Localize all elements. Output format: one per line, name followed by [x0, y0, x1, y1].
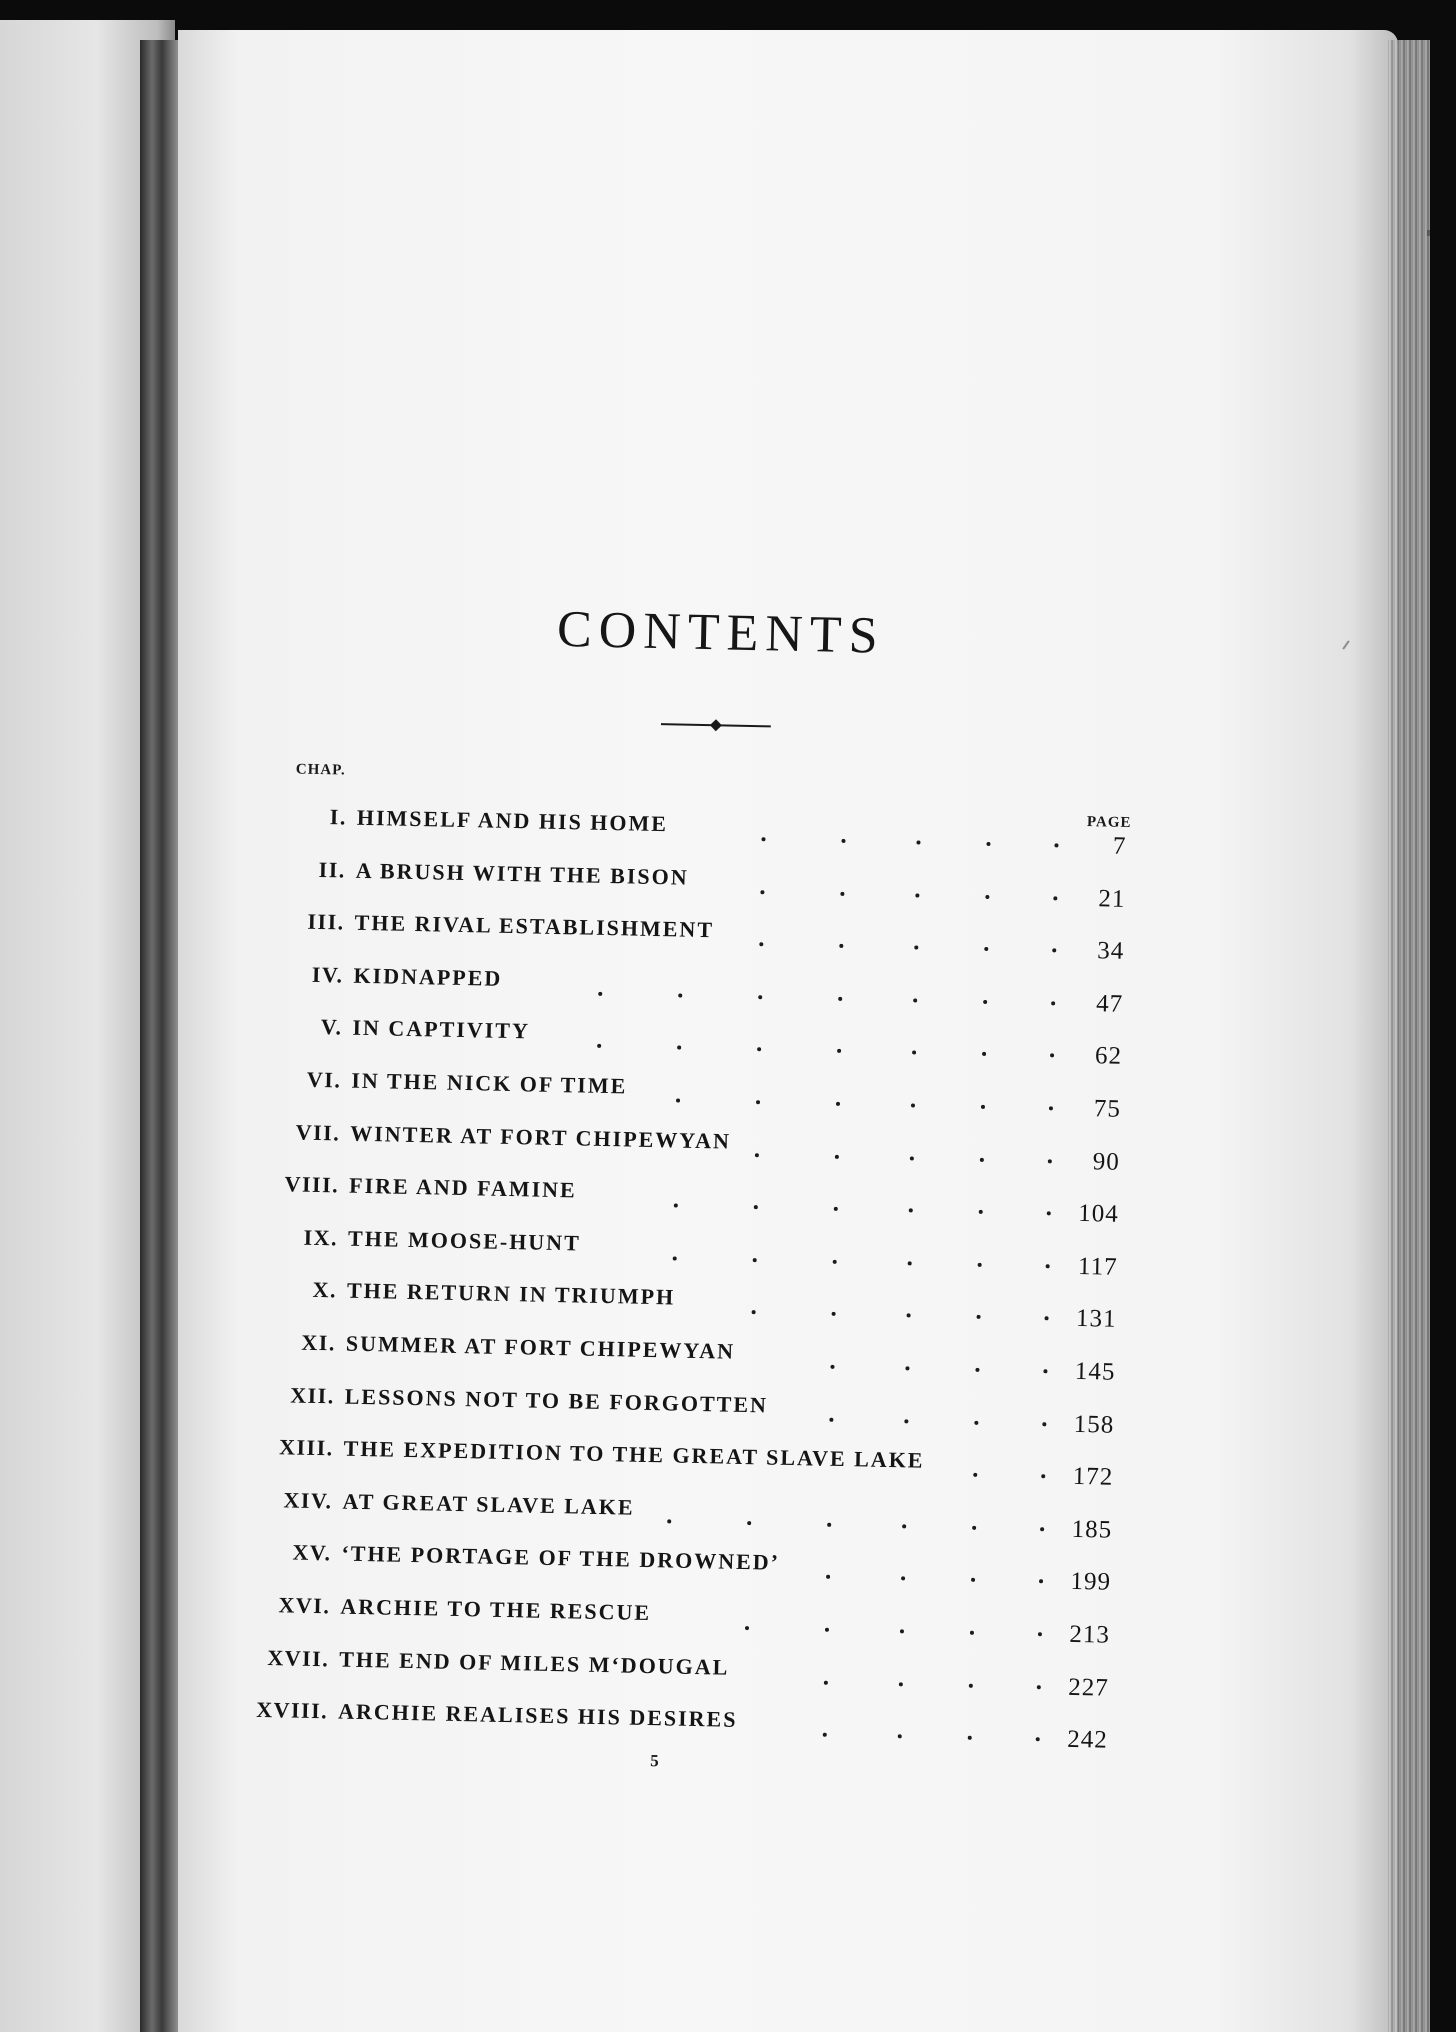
chapter-page-number: 62	[1094, 1042, 1123, 1071]
chapter-number: III.	[307, 908, 345, 935]
leader-dot	[986, 842, 990, 846]
leader-dot	[972, 1526, 976, 1530]
chapter-number: XIII.	[278, 1434, 334, 1461]
leader-dot	[916, 840, 920, 844]
leader-dot	[910, 1156, 914, 1160]
leader-dot	[968, 1736, 972, 1740]
leader-dot	[760, 890, 764, 894]
chapter-title: THE END OF MILES M‘DOUGAL	[339, 1646, 730, 1680]
page-title: CONTENTS	[556, 600, 886, 665]
leader-dot	[984, 947, 988, 951]
leader-dot	[840, 891, 844, 895]
chapter-title: IN THE NICK OF TIME	[351, 1067, 628, 1099]
leader-dot	[1038, 1632, 1042, 1636]
chapter-number: XI.	[301, 1329, 337, 1356]
chapter-number: V.	[320, 1014, 343, 1040]
leader-dot	[981, 1105, 985, 1109]
chapter-number: IV.	[311, 961, 344, 988]
leader-dot	[673, 1256, 677, 1260]
leader-dot	[755, 1153, 759, 1157]
chapter-page-number: 7	[1112, 832, 1127, 860]
leader-dot	[753, 1258, 757, 1262]
leader-dot	[911, 1103, 915, 1107]
leader-dot	[756, 1100, 760, 1104]
chapter-page-number: 213	[1069, 1620, 1111, 1649]
chapter-title: SUMMER AT FORT CHIPEWYAN	[345, 1330, 736, 1364]
leader-dot	[1048, 1159, 1052, 1163]
leader-dot	[823, 1733, 827, 1737]
leader-dot	[899, 1682, 903, 1686]
leader-dot	[969, 1683, 973, 1687]
leader-dot	[827, 1522, 831, 1526]
chapter-number: VIII.	[284, 1171, 340, 1198]
chapter-page-number: 185	[1071, 1515, 1113, 1544]
chapter-title: KIDNAPPED	[353, 962, 503, 991]
leader-dot	[677, 1046, 681, 1050]
chapter-title: ‘THE PORTAGE OF THE DROWNED’	[341, 1540, 781, 1576]
leader-dot	[901, 1577, 905, 1581]
leader-dot	[898, 1734, 902, 1738]
leader-dot	[836, 1102, 840, 1106]
chapter-page-number: 21	[1098, 884, 1126, 913]
leader-dot	[835, 1154, 839, 1158]
leader-dot	[841, 839, 845, 843]
leader-dot	[834, 1207, 838, 1211]
leader-dot	[913, 998, 917, 1002]
chapter-title: LESSONS NOT TO BE FORGOTTEN	[344, 1383, 769, 1418]
leader-dot	[826, 1575, 830, 1579]
leader-dot	[1046, 1264, 1050, 1268]
leader-dot	[678, 993, 682, 997]
leader-dot	[1045, 1317, 1049, 1321]
chapter-number: XII.	[290, 1382, 336, 1408]
leader-dot	[1036, 1737, 1040, 1741]
leader-dot	[837, 1049, 841, 1053]
chapter-number: XV.	[292, 1539, 332, 1566]
ornament-rule-icon	[661, 717, 771, 733]
leader-dot	[975, 1368, 979, 1372]
leader-dot	[1054, 843, 1058, 847]
chapter-number: II.	[318, 856, 347, 883]
leader-dot	[902, 1524, 906, 1528]
leader-dot	[597, 1044, 601, 1048]
leader-dot	[829, 1417, 833, 1421]
leader-dot	[825, 1628, 829, 1632]
leader-dot	[1040, 1527, 1044, 1531]
leader-dot	[598, 992, 602, 996]
chapter-page-number: 47	[1095, 990, 1124, 1018]
paper-speck	[1427, 230, 1430, 236]
leader-dot	[745, 1626, 749, 1630]
leader-dot	[977, 1315, 981, 1319]
chapter-page-number: 131	[1075, 1305, 1117, 1334]
leader-dot	[830, 1365, 834, 1369]
chapter-page-number: 104	[1077, 1200, 1120, 1228]
chapter-title: ARCHIE TO THE RESCUE	[340, 1593, 652, 1625]
leader-dot	[905, 1366, 909, 1370]
leader-dot	[1049, 1106, 1053, 1110]
leader-dot	[758, 995, 762, 999]
chapter-number: IX.	[303, 1224, 339, 1251]
leader-dot	[974, 1420, 978, 1424]
leader-dot	[761, 837, 765, 841]
leader-dot	[676, 1098, 680, 1102]
leader-dot	[1039, 1580, 1043, 1584]
leader-dot	[1047, 1211, 1051, 1215]
chapter-number: XVI.	[278, 1592, 331, 1619]
leader-dot	[1052, 949, 1056, 953]
leader-dot	[978, 1263, 982, 1267]
page-column-label: PAGE	[1086, 814, 1132, 831]
chapter-title: WINTER AT FORT CHIPEWYAN	[350, 1120, 732, 1154]
chapter-title: THE RIVAL ESTABLISHMENT	[354, 909, 715, 943]
leader-dot	[1053, 896, 1057, 900]
leader-dot	[980, 1157, 984, 1161]
leader-dot	[832, 1312, 836, 1316]
leader-dot	[971, 1578, 975, 1582]
chapter-page-number: 75	[1093, 1095, 1122, 1123]
leader-dot	[915, 893, 919, 897]
leader-dot	[909, 1209, 913, 1213]
leader-dot	[824, 1680, 828, 1684]
leader-dot	[973, 1473, 977, 1477]
table-of-contents	[227, 802, 1147, 1767]
leader-dot	[900, 1629, 904, 1633]
chapter-page-number: 145	[1074, 1357, 1116, 1386]
leader-dot	[907, 1314, 911, 1318]
leader-dot	[838, 997, 842, 1001]
chapter-title: A BRUSH WITH THE BISON	[355, 857, 689, 890]
leader-dot	[1042, 1422, 1046, 1426]
chapter-number: XVII.	[267, 1644, 330, 1671]
leader-dot	[674, 1204, 678, 1208]
leader-dot	[759, 942, 763, 946]
leader-dot	[983, 1000, 987, 1004]
chapter-page-number: 34	[1096, 937, 1125, 966]
chapter-title: IN CAPTIVITY	[352, 1015, 531, 1044]
leader-dot	[754, 1205, 758, 1209]
leader-dot	[747, 1521, 751, 1525]
chapter-title: THE RETURN IN TRIUMPH	[346, 1277, 676, 1310]
chapter-number: X.	[312, 1277, 338, 1303]
chapter-title: AT GREAT SLAVE LAKE	[342, 1488, 635, 1520]
chapter-page-number: 172	[1072, 1463, 1114, 1491]
leader-dot	[908, 1261, 912, 1265]
leader-dot	[833, 1260, 837, 1264]
chapter-number: XIV.	[283, 1487, 333, 1514]
chapter-number: VII.	[295, 1119, 341, 1146]
leader-dot	[752, 1310, 756, 1314]
chapter-title: ARCHIE REALISES HIS DESIRES	[337, 1698, 738, 1733]
chapter-page-number: 242	[1066, 1725, 1109, 1754]
chapter-number: XVIII.	[255, 1696, 329, 1724]
leader-dot	[904, 1419, 908, 1423]
page-number: 5	[650, 1751, 659, 1771]
chapter-title: THE EXPEDITION TO THE GREAT SLAVE LAKE	[343, 1435, 925, 1473]
chapter-page-number: 90	[1092, 1147, 1121, 1176]
leader-dot	[1037, 1685, 1041, 1689]
chapter-title: THE MOOSE-HUNT	[347, 1225, 582, 1256]
leader-dot	[757, 1048, 761, 1052]
leader-dot	[982, 1052, 986, 1056]
leader-dot	[839, 944, 843, 948]
leader-dot	[1041, 1474, 1045, 1478]
chapter-page-number: 199	[1070, 1568, 1112, 1597]
chapter-number: VI.	[306, 1066, 342, 1093]
chapter-page-number: 158	[1073, 1410, 1115, 1439]
leader-dot	[985, 895, 989, 899]
leader-dot	[1043, 1369, 1047, 1373]
leader-dot	[914, 946, 918, 950]
chapter-number: I.	[329, 804, 348, 830]
chapter-title: FIRE AND FAMINE	[348, 1172, 577, 1203]
chapter-title: HIMSELF AND HIS HOME	[356, 804, 669, 837]
leader-dot	[1050, 1054, 1054, 1058]
leader-dot	[979, 1210, 983, 1214]
leader-dot	[667, 1519, 671, 1523]
chapter-page-number: 117	[1077, 1252, 1118, 1281]
chapter-column-label: CHAP.	[295, 761, 346, 779]
leader-dot	[970, 1631, 974, 1635]
chapter-page-number: 227	[1068, 1673, 1110, 1702]
leader-dot	[912, 1051, 916, 1055]
leader-dot	[1051, 1001, 1055, 1005]
